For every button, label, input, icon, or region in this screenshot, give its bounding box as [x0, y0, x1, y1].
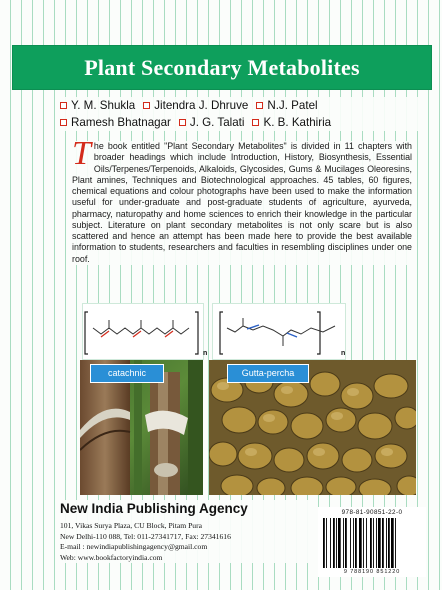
barcode-digits: 9 788190 851220	[343, 569, 401, 575]
authors-row-2	[60, 114, 420, 131]
author-item	[143, 97, 248, 114]
description-text: he book entitled "Plant Secondary Metabolites" is divided in 11 chapters with broader headings which include Introduction, History, Biosynthesis, Essential Oils/Terpenes/Terpenoids, Alkaloids, Glycosides, Gums & Mucilages Oleoresins, Plant amines, Techniques and Biotechnological approaches. 45 tables, 60 figures, chemical equations and colour photographs have been used to make the information useful for under-graduate and post-graduate students of agriculture, ayurveda, pharmacy, naturopathy and home sciences to enrich their knowledge in the particular subject. Literature on plant secondary metabolites is not only scare but is also scattered and hence an attempt has been made here to provide the best available information to students, researchers and faculties in resembling disciplines under one roof.	[72, 141, 412, 264]
author-item	[179, 114, 245, 131]
book-title: Plant Secondary Metabolites	[84, 54, 360, 80]
structure-diagram-right	[212, 303, 346, 360]
isbn-barcode	[318, 507, 426, 577]
author-item	[252, 114, 331, 131]
photo-label-left: catachnic	[90, 364, 164, 383]
author-name: Y. M. Shukla	[71, 99, 136, 112]
bullet-box-icon	[252, 119, 259, 126]
publisher-website: Web: www.bookfactoryindia.com	[60, 552, 163, 562]
drop-cap: T	[72, 135, 91, 172]
repeat-subscript-right: n	[341, 350, 346, 357]
bullet-box-icon	[256, 102, 263, 109]
bullet-box-icon	[60, 102, 67, 109]
bullet-box-icon	[179, 119, 186, 126]
bullet-box-icon	[60, 119, 67, 126]
author-name: Ramesh Bhatnagar	[71, 116, 171, 129]
author-name: K. B. Kathiria	[263, 116, 332, 129]
gutta-percha-photo	[209, 360, 416, 495]
book-description	[72, 135, 412, 265]
isbn-number: 978-81-90851-22-0	[341, 509, 403, 516]
publisher-name: New India Publishing Agency	[60, 501, 248, 516]
rubber-tapping-photo	[80, 360, 203, 495]
author-name: Jitendra J. Dhruve	[154, 99, 249, 112]
bullet-box-icon	[143, 102, 150, 109]
authors-block	[60, 97, 420, 131]
barcode-icon	[322, 518, 422, 568]
polyisoprene-cis-structure-icon	[83, 304, 203, 359]
publisher-block	[60, 500, 310, 563]
cover-title-band	[12, 45, 432, 90]
polyisoprene-trans-structure-icon	[213, 304, 345, 359]
author-name: J. G. Talati	[189, 116, 245, 129]
author-item	[256, 97, 317, 114]
authors-row-1	[60, 97, 420, 114]
photo-label-right: Gutta-percha	[227, 364, 309, 383]
publisher-contact-line: New Delhi-110 088, Tel: 011-27341717, Fax: 27341616	[60, 531, 231, 541]
author-item	[60, 97, 135, 114]
author-item	[60, 114, 171, 131]
publisher-email: E-mail : newindiapublishingagency@gmail.com	[60, 542, 208, 551]
structure-diagram-left	[82, 303, 204, 360]
author-name: N.J. Patel	[267, 99, 318, 112]
repeat-subscript-left: n	[203, 350, 208, 357]
publisher-address-line: 101, Vikas Surya Plaza, CU Block, Pitam Pura	[60, 521, 202, 530]
